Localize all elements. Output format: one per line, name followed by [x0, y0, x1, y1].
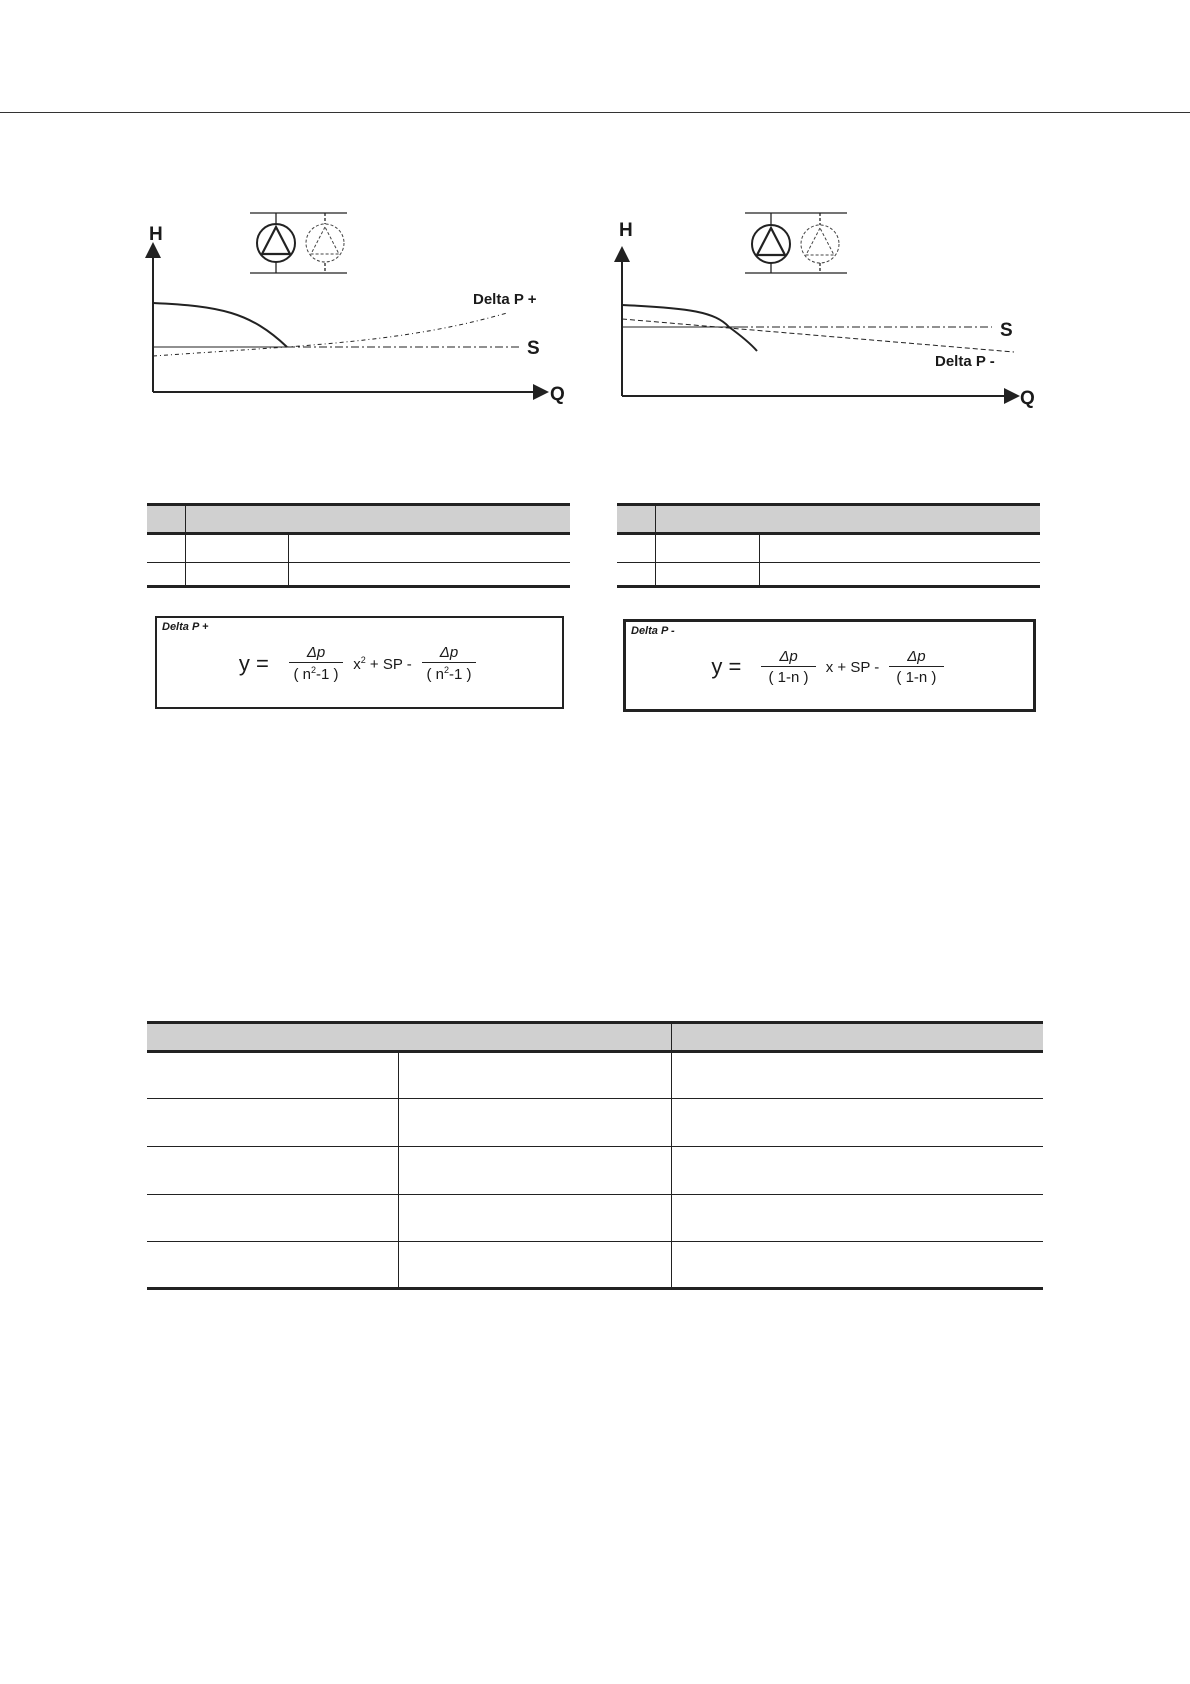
standby-pump-icon [306, 224, 344, 262]
parameter-table-right [617, 503, 1040, 588]
delta-p-minus-chart [619, 213, 1035, 409]
formula: y = $\frac{\Delta p}{( n^2-1 )}$ $x^2$ + SP - $\frac{\Delta p}{( n^2-1 )}$ [157, 644, 562, 683]
formula-title: Delta P - [631, 625, 675, 637]
q-axis-label: Q [550, 384, 565, 405]
q-axis-label: Q [1020, 388, 1035, 409]
delta-p-minus-curve [622, 319, 1014, 352]
delta-p-plus-chart [149, 213, 565, 405]
table-row [147, 562, 570, 563]
formula-box-delta-p-plus [155, 616, 564, 709]
formula-box-delta-p-minus [623, 619, 1036, 712]
h-axis-label: H [619, 220, 633, 241]
delta-p-minus-label: Delta P - [935, 353, 995, 370]
table-row [147, 1194, 1043, 1195]
formula-title: Delta P + [162, 621, 209, 633]
pump-symbols [745, 213, 847, 273]
pump-icon [752, 225, 790, 263]
setpoint-label: S [527, 338, 540, 359]
table-header [147, 506, 570, 535]
h-axis-label: H [149, 224, 163, 245]
settings-table [147, 1021, 1043, 1290]
delta-p-plus-curve [153, 313, 507, 356]
table-row [617, 562, 1040, 563]
delta-p-plus-label: Delta P + [473, 291, 537, 308]
pump-curve [153, 303, 287, 347]
table-row [147, 1098, 1043, 1099]
pump-icon [257, 224, 295, 262]
pump-symbols [250, 213, 347, 273]
pump-curve-diagrams [0, 0, 1190, 420]
parameter-table-left [147, 503, 570, 588]
table-header [147, 1024, 1043, 1053]
table-header [617, 506, 1040, 535]
pump-curve [622, 305, 757, 351]
standby-pump-icon [801, 225, 839, 263]
formula: y = $\frac{\Delta p}{( 1-n )}$ x + SP - $\frac{\Delta p}{( 1-n )}$ [626, 648, 1033, 686]
table-row [147, 1146, 1043, 1147]
setpoint-label: S [1000, 320, 1013, 341]
table-row [147, 1241, 1043, 1242]
